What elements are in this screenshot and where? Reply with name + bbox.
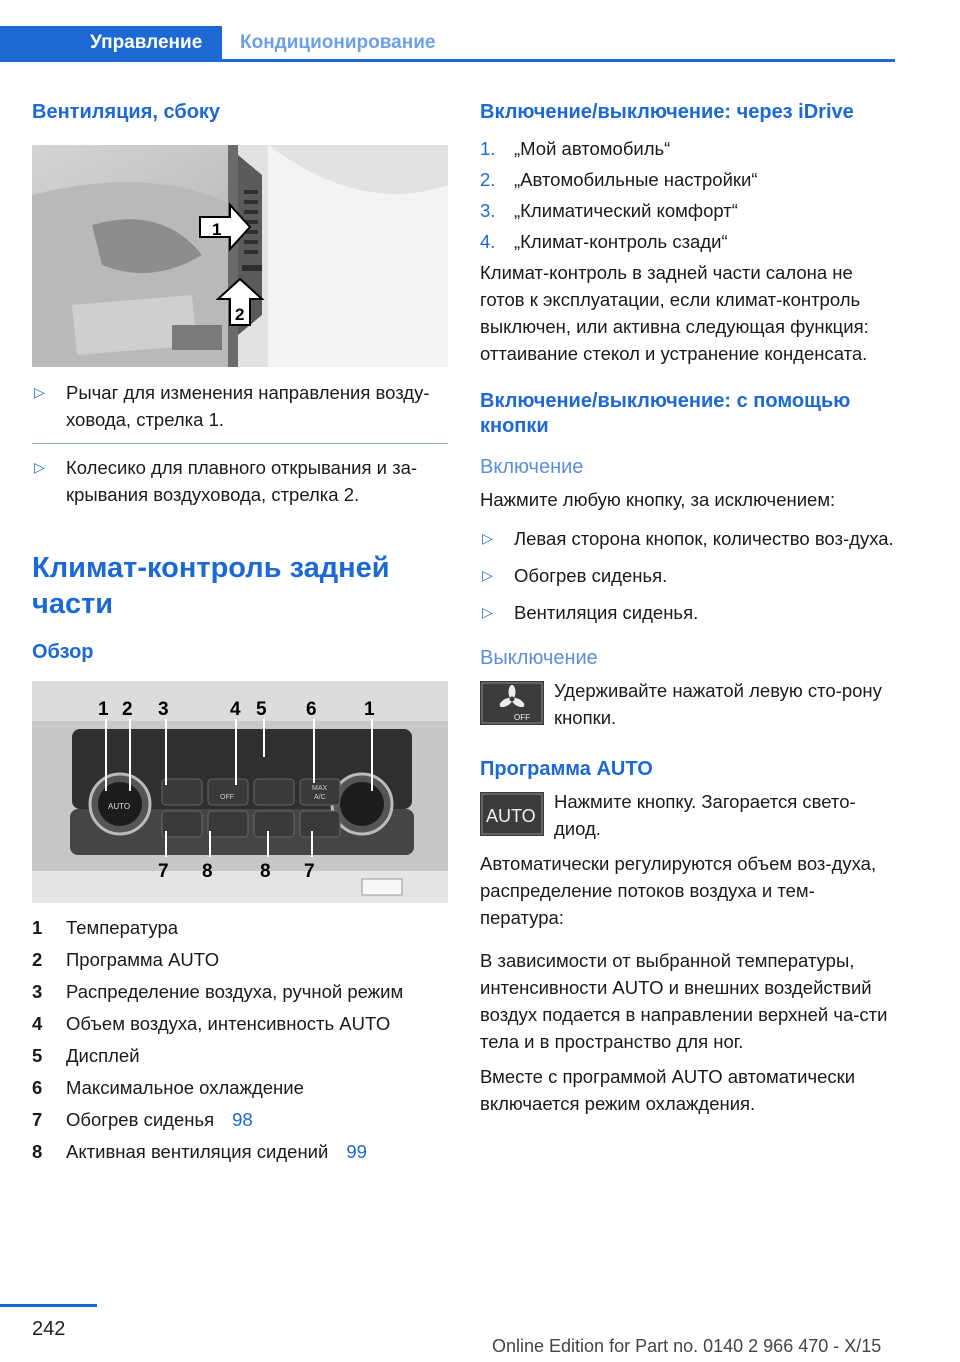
list-item xyxy=(480,525,898,552)
panel-callout-8-right: 8 xyxy=(260,861,271,882)
legend-row xyxy=(32,1075,448,1100)
triangle-bullet-icon: ▷ xyxy=(34,459,45,475)
legend-row xyxy=(32,1011,448,1036)
legend-key: 8 xyxy=(32,1141,43,1162)
step-text: „Мой автомобиль“ xyxy=(514,138,671,159)
legend-row xyxy=(32,1107,448,1132)
page-reference-link[interactable]: 98 xyxy=(232,1109,253,1130)
vent-bullet-text: Рычаг для изменения направления возду-ховода, стрелка 1. xyxy=(66,382,430,430)
auto-paragraph-1: Автоматически регулируются объем воз-духа, распределение потоков воздуха и тем-пература: xyxy=(480,853,877,928)
triangle-bullet-icon: ▷ xyxy=(482,530,493,546)
legend-text: Распределение воздуха, ручной режим xyxy=(66,981,404,1002)
legend-text: Активная вентиляция сидений xyxy=(66,1141,329,1162)
legend-row xyxy=(32,947,448,972)
header-subsection-tab[interactable] xyxy=(240,32,435,54)
panel-off-label: OFF xyxy=(220,794,234,801)
legend-key: 6 xyxy=(32,1077,43,1098)
panel-callout-5: 5 xyxy=(256,699,267,720)
panel-callout-4: 4 xyxy=(230,699,241,720)
right-column xyxy=(480,100,898,1125)
step-number: 2. xyxy=(480,169,496,190)
panel-callout-6: 6 xyxy=(306,699,317,720)
footer-divider xyxy=(0,1304,97,1307)
header-section-label: Управление xyxy=(90,32,203,53)
list-item xyxy=(480,197,898,224)
idrive-title: Включение/выключение: через iDrive xyxy=(480,101,854,123)
legend-text: Обогрев сиденья xyxy=(66,1109,215,1130)
header-section-tab[interactable] xyxy=(0,26,222,60)
legend-row xyxy=(32,915,448,940)
left-column xyxy=(32,100,448,1171)
legend-key: 1 xyxy=(32,917,43,938)
auto-instruction xyxy=(480,788,898,842)
list-item xyxy=(32,379,448,433)
idrive-note: Климат-контроль в задней части салона не готов к эксплуатации, если климат-контроль выключен, или активна следующая функция: оттаивание стекол и устранение конденсата. xyxy=(480,262,869,364)
auto-icon-label: AUTO xyxy=(486,806,536,826)
vent-bullet-text: Колесико для плавного открывания и за-крывания воздуховода, стрелка 2. xyxy=(66,457,418,505)
overview-title: Обзор xyxy=(32,641,94,663)
left-temperature-knob xyxy=(90,774,150,834)
rear-climate-title: Климат-контроль задней части xyxy=(32,552,390,620)
step-number: 3. xyxy=(480,200,496,221)
vent-callout-2: 2 xyxy=(235,305,245,324)
panel-auto-label: AUTO xyxy=(108,802,131,811)
step-text: „Автомобильные настройки“ xyxy=(514,169,758,190)
list-item xyxy=(480,562,898,589)
on-bullet-list xyxy=(480,525,898,626)
list-item xyxy=(32,454,448,508)
step-number: 4. xyxy=(480,231,496,252)
legend-row xyxy=(32,1139,448,1164)
triangle-bullet-icon: ▷ xyxy=(482,604,493,620)
triangle-bullet-icon: ▷ xyxy=(482,567,493,583)
step-text: „Климат-контроль сзади“ xyxy=(514,231,728,252)
legend-key: 2 xyxy=(32,949,43,970)
legend-text: Дисплей xyxy=(66,1045,140,1066)
panel-max-label: MAX xyxy=(312,785,328,792)
panel-callout-8-left: 8 xyxy=(202,861,213,882)
on-bullet-text: Обогрев сиденья. xyxy=(514,565,668,586)
list-item xyxy=(480,228,898,255)
edition-info: Online Edition for Part no. 0140 2 966 470 - X/15 xyxy=(492,1336,882,1356)
legend-key: 5 xyxy=(32,1045,43,1066)
on-bullet-text: Левая сторона кнопок, количество воз-духа. xyxy=(514,528,894,549)
button-title: Включение/выключение: с помощью кнопки xyxy=(480,390,851,437)
panel-callout-7-left: 7 xyxy=(158,861,169,882)
right-temperature-knob xyxy=(332,774,392,834)
page-header xyxy=(0,0,960,62)
auto-button-icon xyxy=(480,792,544,836)
on-title: Включение xyxy=(480,456,584,478)
side-vent-photo xyxy=(32,145,448,367)
legend-row xyxy=(32,1043,448,1068)
list-item xyxy=(480,135,898,162)
panel-callout-3: 3 xyxy=(158,699,169,720)
idrive-steps xyxy=(480,135,898,255)
auto-program-title: Программа AUTO xyxy=(480,758,653,780)
legend-text: Программа AUTO xyxy=(66,949,220,970)
vent-callout-1: 1 xyxy=(212,220,222,239)
fan-off-button-icon xyxy=(480,681,544,725)
panel-legend xyxy=(32,915,448,1164)
triangle-bullet-icon: ▷ xyxy=(34,384,45,400)
on-bullet-text: Вентиляция сиденья. xyxy=(514,602,699,623)
off-title: Выключение xyxy=(480,647,598,669)
legend-row xyxy=(32,979,448,1004)
header-divider xyxy=(0,59,895,62)
vent-bullet-list xyxy=(32,379,448,508)
rear-panel-photo xyxy=(32,681,448,903)
page-number: 242 xyxy=(32,1318,66,1340)
header-subsection-label: Кондиционирование xyxy=(240,32,436,53)
off-icon-label: OFF xyxy=(514,713,530,722)
auto-paragraph-3: Вместе с программой AUTO автоматически включается режим охлаждения. xyxy=(480,1066,856,1114)
vent-title: Вентиляция, сбоку xyxy=(32,101,221,123)
panel-callout-1-right: 1 xyxy=(364,699,375,720)
panel-callout-2: 2 xyxy=(122,699,133,720)
panel-ac-label: A/C xyxy=(314,794,326,801)
on-text: Нажмите любую кнопку, за исключением: xyxy=(480,489,836,510)
legend-text: Объем воздуха, интенсивность AUTO xyxy=(66,1013,391,1034)
legend-key: 3 xyxy=(32,981,43,1002)
auto-paragraph-2: В зависимости от выбранной температуры, интенсивности AUTO и внешних воздействий воздух подается в направлении верхней ча-сти тела и в пространство для ног. xyxy=(480,950,888,1052)
panel-callout-1: 1 xyxy=(98,699,109,720)
off-instruction xyxy=(480,677,898,731)
step-text: „Климатический комфорт“ xyxy=(514,200,738,221)
legend-key: 4 xyxy=(32,1013,43,1034)
step-number: 1. xyxy=(480,138,496,159)
list-item xyxy=(480,599,898,626)
legend-text: Температура xyxy=(66,917,179,938)
auto-text: Нажмите кнопку. Загорается свето-диод. xyxy=(554,791,856,839)
legend-key: 7 xyxy=(32,1109,43,1130)
divider xyxy=(32,443,448,444)
list-item xyxy=(480,166,898,193)
page-reference-link[interactable]: 99 xyxy=(346,1141,367,1162)
legend-text: Максимальное охлаждение xyxy=(66,1077,304,1098)
off-text: Удерживайте нажатой левую сто-рону кнопки. xyxy=(554,680,882,728)
panel-callout-7-right: 7 xyxy=(304,861,315,882)
